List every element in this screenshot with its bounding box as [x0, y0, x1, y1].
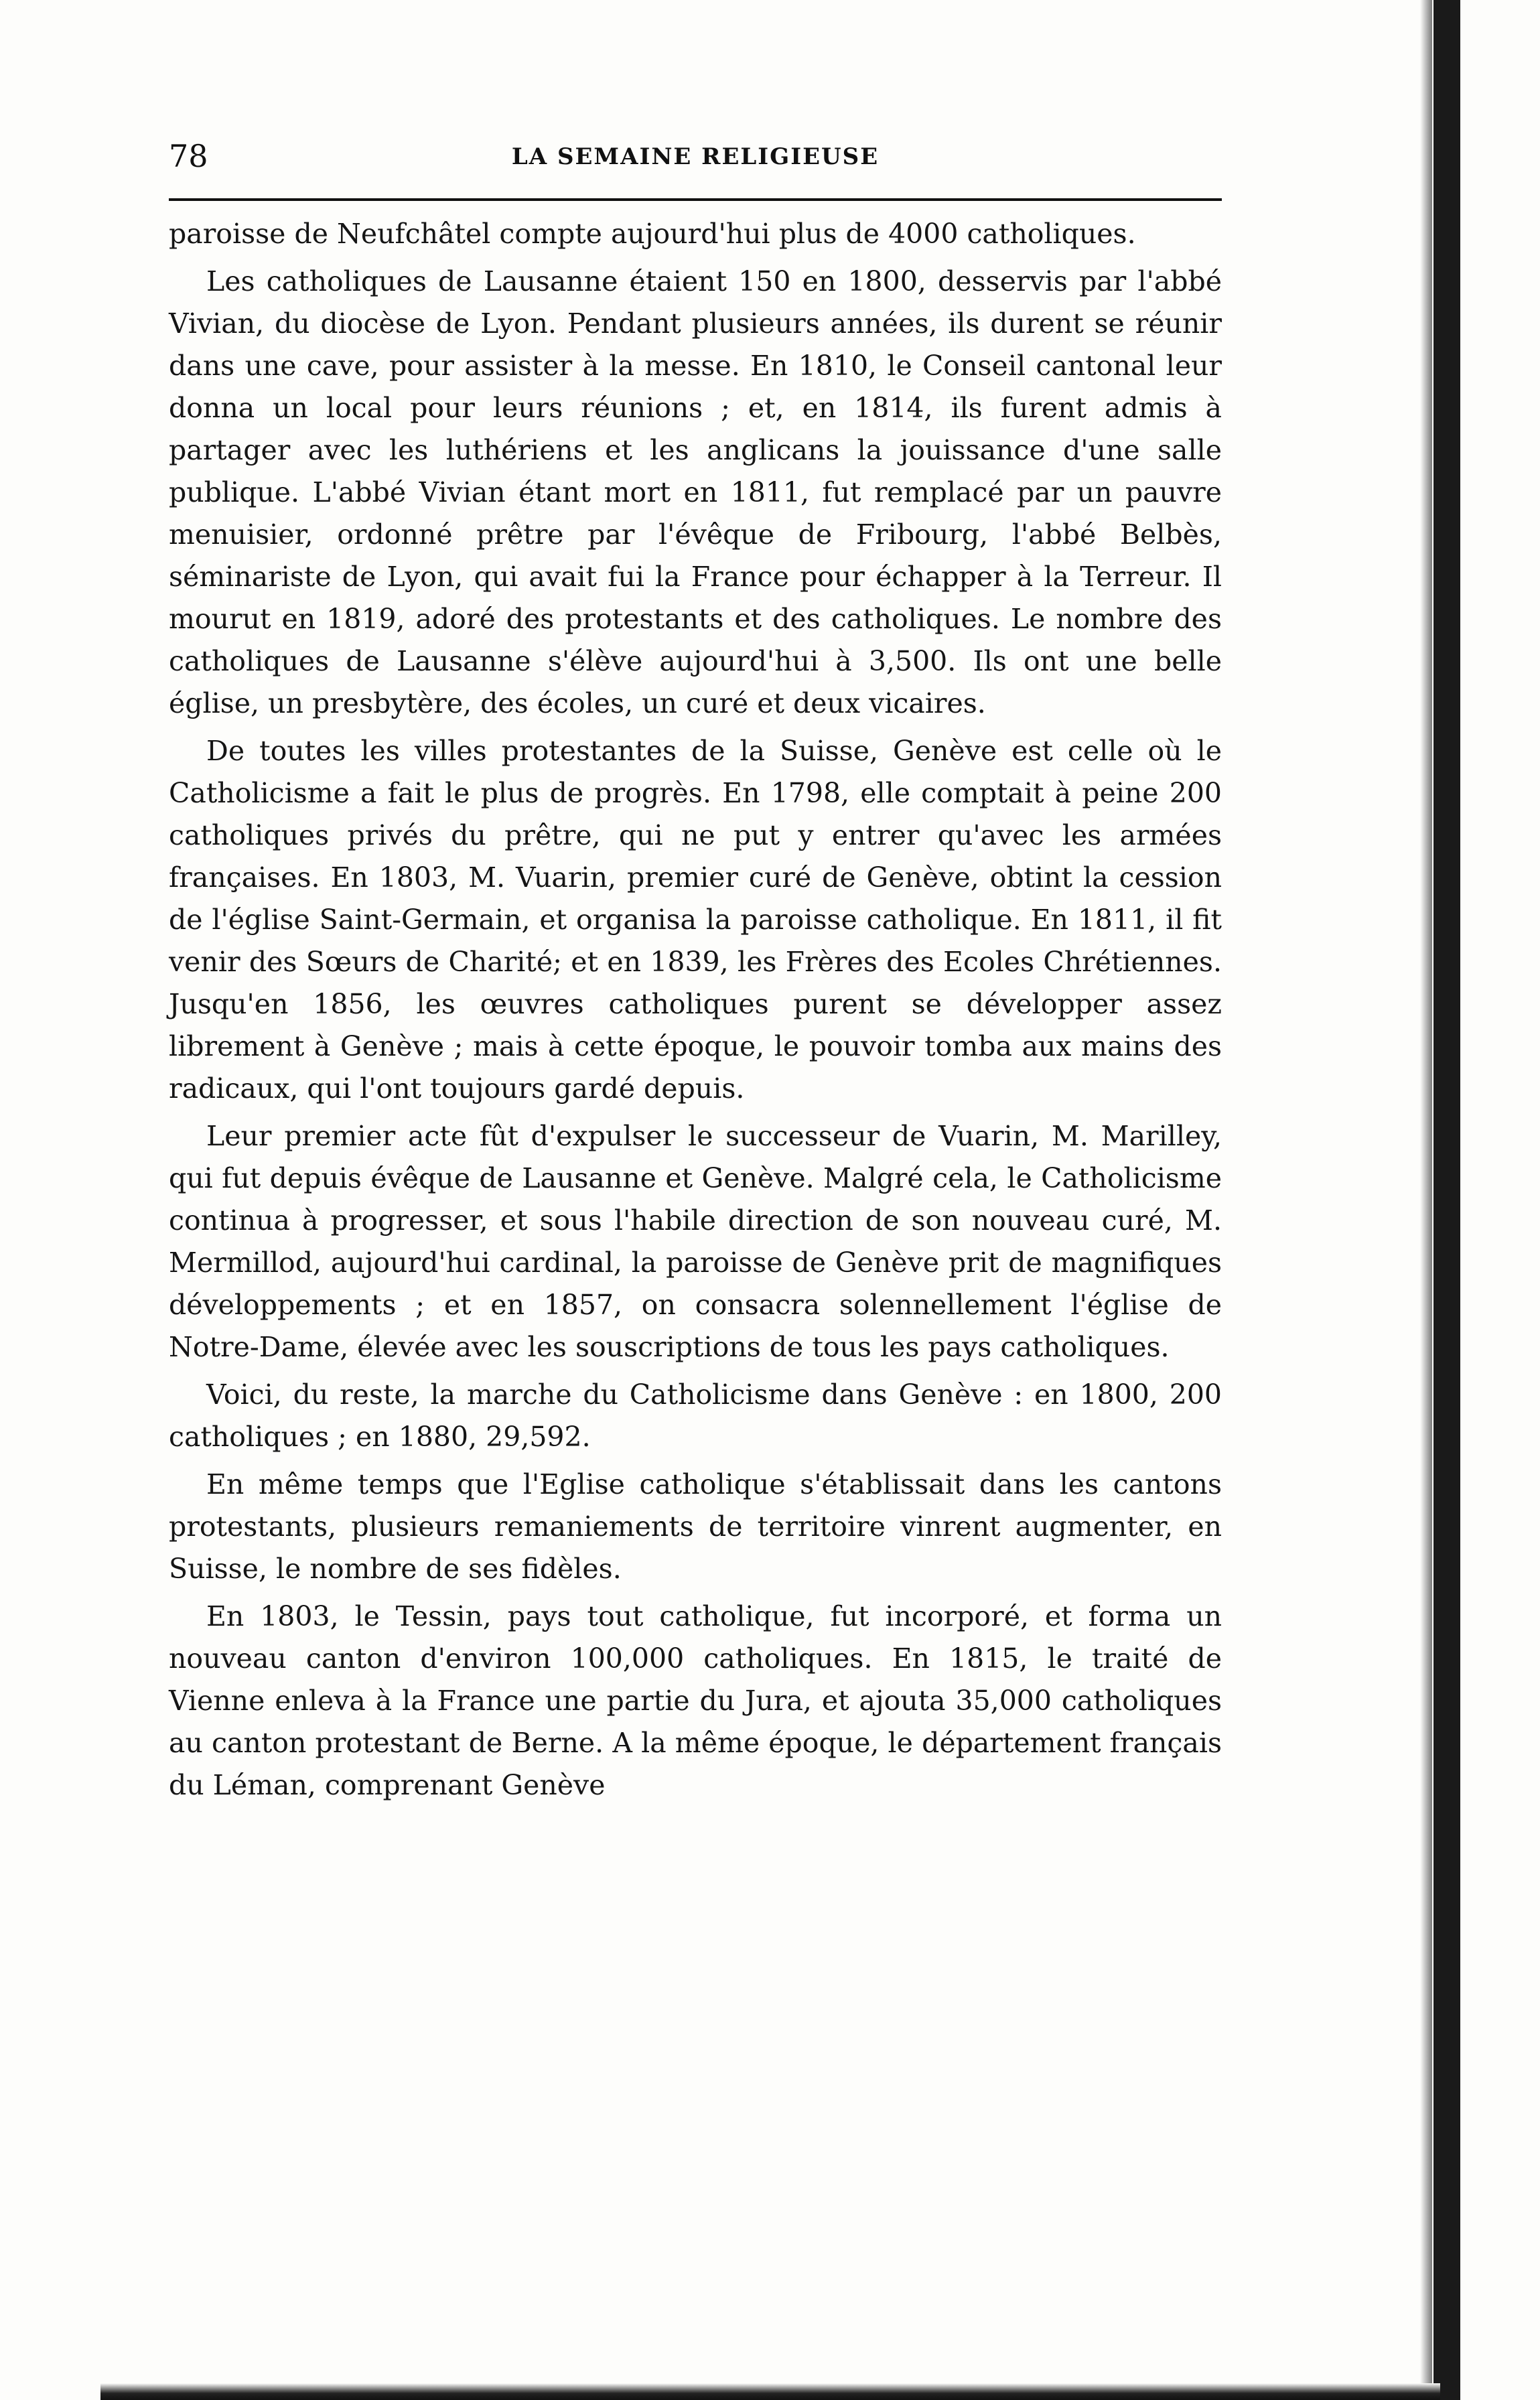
paragraph: paroisse de Neufchâtel compte aujourd'hui plus de 4000 catholiques.	[169, 218, 1136, 250]
paragraph: Les catholiques de Lausanne étaient 150 en 1800, desservis par l'abbé Vivian, du diocèse de Lyon. Pendant plusieurs années, ils durent se réunir dans une cave, pour assister à la messe. En 1810, le Conseil cantonal leur donna un local pour leurs réunions ; et, en 1814, ils furent admis à partager avec les luthériens et les anglicans la jouissance d'une salle publique. L'abbé Vivian étant mort en 1811, fut remplacé par un pauvre menuisier, ordonné prêtre par l'évêque de Fribourg, l'abbé Belbès, séminariste de Lyon, qui avait fui la France pour échapper à la Terreur. Il mourut en 1819, adoré des protestants et des catholiques. Le nombre des catholiques de Lausanne s'élève aujourd'hui à 3,500. Ils ont une belle église, un presbytère, des écoles, un curé et deux vicaires.	[169, 265, 1222, 719]
page-edge-binding	[1433, 0, 1460, 2400]
page-header	[169, 131, 1222, 185]
page-edge-shadow	[1420, 0, 1432, 2400]
page-bottom-edge	[100, 2383, 1440, 2400]
paragraph: En 1803, le Tessin, pays tout catholique, fut incorporé, et forma un nouveau canton d'environ 100,000 catholiques. En 1815, le traité de Vienne enleva à la France une partie du Jura, et ajouta 35,000 catholiques au canton protestant de Berne. A la même époque, le département français du Léman, comprenant Genève	[169, 1600, 1222, 1801]
paragraph: Voici, du reste, la marche du Catholicisme dans Genève : en 1800, 200 catholiques ; en 1880, 29,592.	[169, 1379, 1222, 1453]
paragraph: En même temps que l'Eglise catholique s'établissait dans les cantons protestants, plusieurs remaniements de territoire vinrent augmenter, en Suisse, le nombre de ses fidèles.	[169, 1468, 1222, 1585]
page-number: 78	[169, 138, 208, 174]
header-rule	[169, 198, 1222, 201]
running-title: LA SEMAINE RELIGIEUSE	[511, 143, 880, 170]
paragraph: Leur premier acte fût d'expulser le successeur de Vuarin, M. Marilley, qui fut depuis évêque de Lausanne et Genève. Malgré cela, le Catholicisme continua à progresser, et sous l'habile direction de son nouveau curé, M. Mermillod, aujourd'hui cardinal, la paroisse de Genève prit de magnifiques développements ; et en 1857, on consacra solennellement l'église de Notre-Dame, élevée avec les souscriptions de tous les pays catholiques.	[169, 1120, 1222, 1363]
paragraph: De toutes les villes protestantes de la Suisse, Genève est celle où le Catholicisme a fait le plus de progrès. En 1798, elle comptait à peine 200 catholiques privés du prêtre, qui ne put y entrer qu'avec les armées françaises. En 1803, M. Vuarin, premier curé de Genève, obtint la cession de l'église Saint-Germain, et organisa la paroisse catholique. En 1811, il fit venir des Sœurs de Charité; et en 1839, les Frères des Ecoles Chrétiennes. Jusqu'en 1856, les œuvres catholiques purent se développer assez librement à Genève ; mais à cette époque, le pouvoir tomba aux mains des radicaux, qui l'ont toujours gardé depuis.	[169, 735, 1222, 1105]
body-text	[169, 213, 1222, 1812]
